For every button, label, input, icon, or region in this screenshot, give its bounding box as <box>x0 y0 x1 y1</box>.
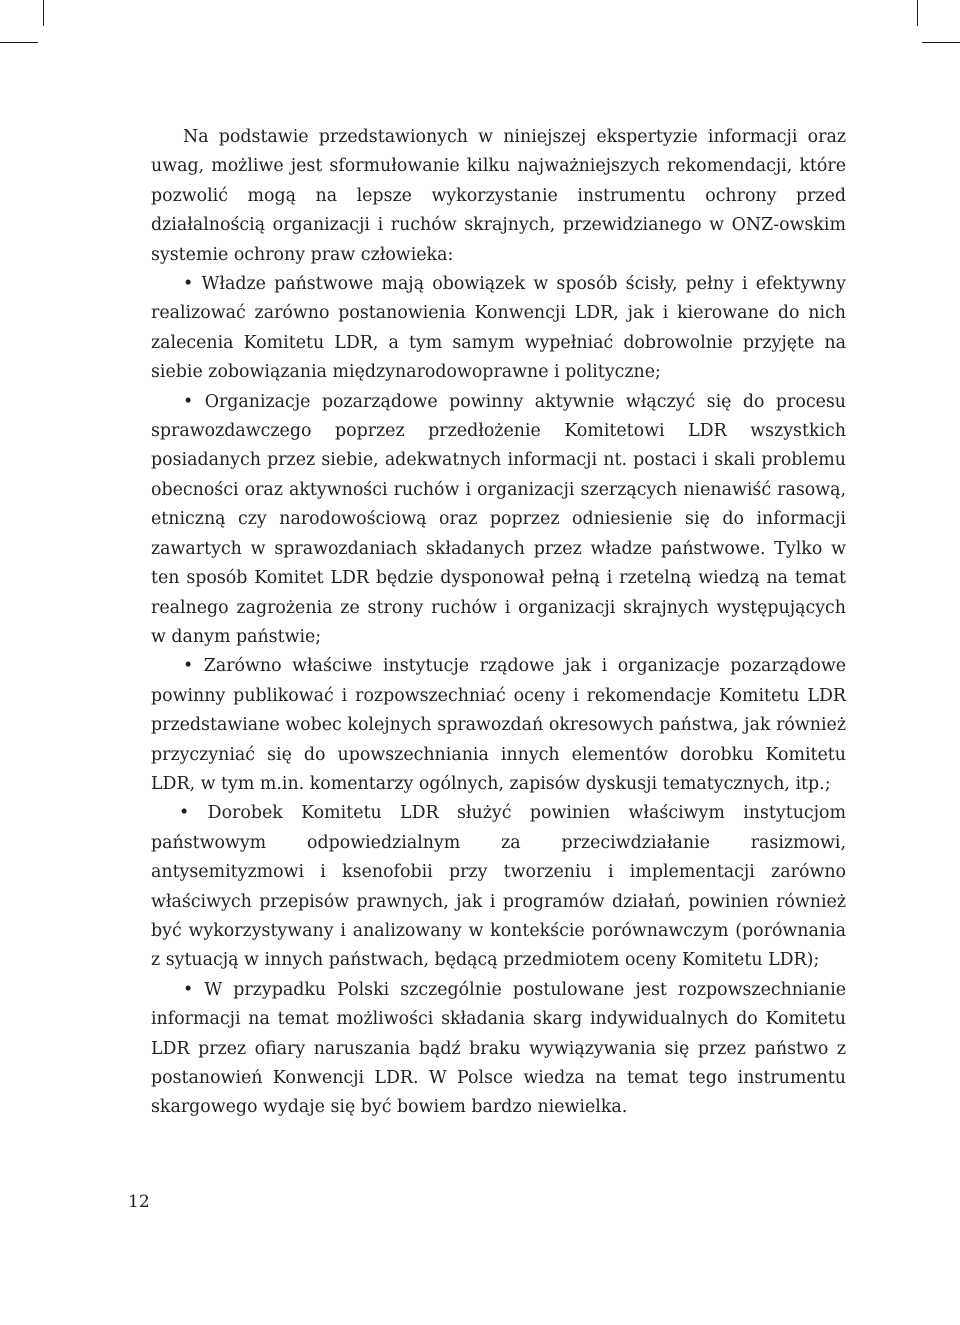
recommendation-3: • Zarówno właściwe instytucje rządowe jak i organizacje pozarządowe powinny publikować i rozpowszechniać oceny i rekomendacje Komitetu LDR przedstawiane wobec kolejnych sprawozdań okresowych państwa, jak również przyczyniać się do upowszechniania innych elementów dorobku Komitetu LDR, w tym m.in. komentarzy ogólnych, zapisów dyskusji tematycznych, itp.; <box>151 656 846 794</box>
crop-mark-left <box>43 0 44 26</box>
recommendation-4: • Dorobek Komitetu LDR służyć powinien właściwym instytucjom państwowym odpowiedzialnym za przeciwdziałanie rasizmowi, antysemityzmowi i ksenofobii przy tworzeniu i implementacji zarówno właściwych przepisów prawnych, jak i programów działań, powinien również być wykorzystywany i analizowany w kontekście porównawczym (porównania z sytuacją w innych państwach, będącą przedmiotem oceny Komitetu LDR); <box>151 803 846 971</box>
crop-mark-right <box>917 0 918 26</box>
intro-paragraph: Na podstawie przedstawionych w niniejszej ekspertyzie informacji oraz uwag, możliwe jest sformułowanie kilku najważniejszych rekomendacji, które pozwolić mogą na lepsze wykorzystanie instrumentu ochrony przed działalnością organizacji i ruchów skrajnych, przewidzianego w ONZ-owskim systemie ochrony praw człowieka: <box>151 127 846 265</box>
recommendation-5: • W przypadku Polski szczególnie postulowane jest rozpowszechnianie informacji na temat możliwości składania skarg indywidualnych do Komitetu LDR przez ofiary naruszania bądź braku wywiązywania się przez państwo z postanowień Konwencji LDR. W Polsce wiedza na temat tego instrumentu skargowego wydaje się być bowiem bardzo niewielka. <box>151 979 846 1118</box>
page-number: 12 <box>128 1192 150 1212</box>
recommendation-2: • Organizacje pozarządowe powinny aktywnie włączyć się do procesu sprawozdawczego poprzez przedłożenie Komitetowi LDR wszystkich posiadanych przez siebie, adekwatnych informacji nt. postaci i skali problemu obecności oraz aktywności ruchów i organizacji szerzących nienawiść rasową, etniczną czy narodowościową oraz poprzez odniesienie się do informacji zawartych w sprawozdaniach składanych przez władze państwowe. Tylko w ten sposób Komitet LDR będzie dysponował pełną i rzetelną wiedzą na temat realnego zagrożenia ze strony ruchów i organizacji skrajnych występujących w danym państwie; <box>151 391 846 647</box>
crop-mark-right-horizontal <box>922 42 960 43</box>
crop-mark-left-horizontal <box>0 42 38 43</box>
recommendation-1: • Władze państwowe mają obowiązek w sposób ścisły, pełny i efektywny realizować zarówno postanowienia Konwencji LDR, jak i kierowane do nich zalecenia Komitetu LDR, a tym samym wypełniać dobrowolnie przyjęte na siebie zobowiązania międzynarodowoprawne i polityczne; <box>151 274 846 383</box>
body-text <box>151 123 846 1123</box>
